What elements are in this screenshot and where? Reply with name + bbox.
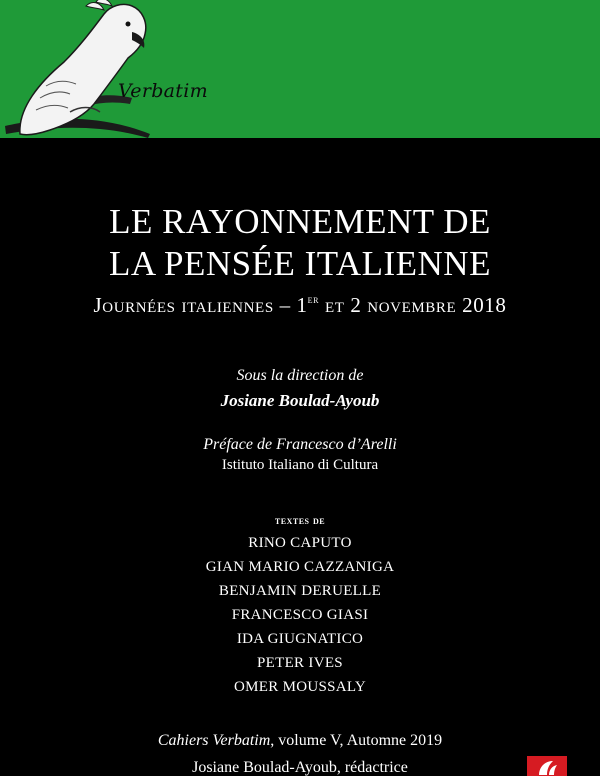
subtitle-rest: et 2 novembre 2018: [319, 293, 507, 317]
series-name: Cahiers Verbatim: [157, 732, 271, 749]
author-name: GIAN MARIO CAZZANIGA: [205, 559, 395, 575]
author-name: PETER IVES: [257, 655, 343, 671]
series-info: [0, 732, 600, 750]
preface-institution: Istituto Italiano di Cultura: [221, 457, 379, 473]
book-title-line-2: LA PENSÉE ITALIENNE: [109, 244, 491, 283]
series-volume: , volume V, Automne 2019: [270, 732, 443, 749]
preface-label: Préface de Francesco d’Arelli: [203, 436, 397, 453]
book-title-line-1: LE RAYONNEMENT DE: [109, 202, 491, 241]
cover-main: [0, 138, 600, 776]
director-name: Josiane Boulad-Ayoub: [220, 391, 380, 410]
author-name: RINO CAPUTO: [248, 535, 352, 551]
author-name: OMER MOUSSALY: [233, 679, 366, 695]
subtitle-main: Journées italiennes – 1: [93, 293, 308, 317]
cockatoo-icon: [0, 0, 220, 138]
author-name: IDA GIUGNATICO: [236, 631, 364, 647]
subtitle-superscript: er: [307, 294, 320, 306]
texts-label: textes de: [274, 513, 326, 527]
direction-label: Sous la direction de: [236, 367, 364, 384]
editor-line: Josiane Boulad-Ayoub, rédactrice: [192, 759, 408, 776]
author-list: [0, 531, 600, 699]
cover-top-band: [0, 0, 600, 138]
author-name: BENJAMIN DERUELLE: [218, 583, 382, 599]
publisher-logo-icon: [527, 756, 567, 776]
author-name: FRANCESCO GIASI: [231, 607, 369, 623]
book-subtitle: [0, 293, 600, 318]
series-logo-text: Verbatim: [118, 80, 208, 102]
